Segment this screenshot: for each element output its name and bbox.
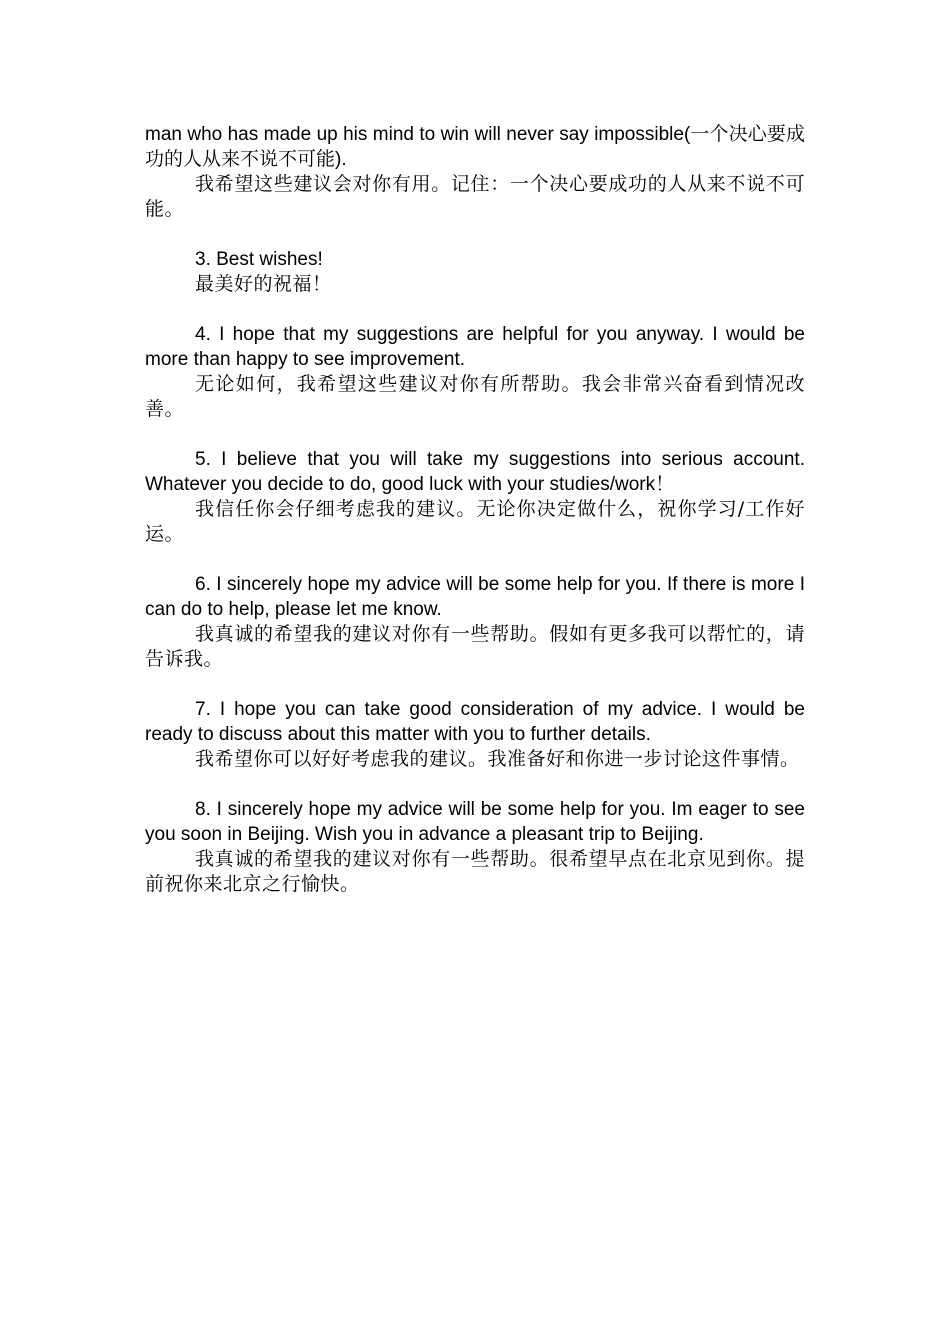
document-page [145,122,805,897]
paragraph-spacer [145,772,805,797]
paragraph-chinese: 我真诚的希望我的建议对你有一些帮助。假如有更多我可以帮忙的，请告诉我。 [145,623,805,670]
paragraph-chinese: 最美好的祝福！ [195,273,332,295]
paragraph-chinese: 我信任你会仔细考虑我的建议。无论你决定做什么，祝你学习/工作好运。 [145,498,805,545]
paragraph-english: 6. I sincerely hope my advice will be some help for you. If there is more I can do to help, please let me know. [145,574,805,620]
paragraph-spacer [145,222,805,247]
paragraph-chinese: 我希望你可以好好考虑我的建议。我准备好和你进一步讨论这件事情。 [195,748,800,770]
paragraph-english: 3. Best wishes! [195,249,323,270]
paragraph-english: man who has made up his mind to win will never say impossible(一个决心要成功的人从来不说不可能). [145,124,805,170]
paragraph-english: 8. I sincerely hope my advice will be some help for you. Im eager to see you soon in Beijing. Wish you in advance a pleasant trip to Beijing. [145,799,805,845]
paragraph-english: 4. I hope that my suggestions are helpful for you anyway. I would be more than happy to see improvement. [145,324,805,370]
paragraph-english: 5. I believe that you will take my suggestions into serious account. Whatever you decide to do, good luck with your studies/work！ [145,449,805,495]
paragraph-spacer [145,297,805,322]
paragraph-spacer [145,672,805,697]
paragraph-spacer [145,547,805,572]
paragraph-chinese: 我真诚的希望我的建议对你有一些帮助。很希望早点在北京见到你。提前祝你来北京之行愉快。 [145,848,805,895]
paragraph-chinese: 我希望这些建议会对你有用。记住：一个决心要成功的人从来不说不可能。 [145,173,805,220]
paragraph-english: 7. I hope you can take good consideration of my advice. I would be ready to discuss about this matter with you to further details. [145,699,805,745]
paragraph-spacer [145,422,805,447]
paragraph-chinese: 无论如何，我希望这些建议对你有所帮助。我会非常兴奋看到情况改善。 [145,373,805,420]
